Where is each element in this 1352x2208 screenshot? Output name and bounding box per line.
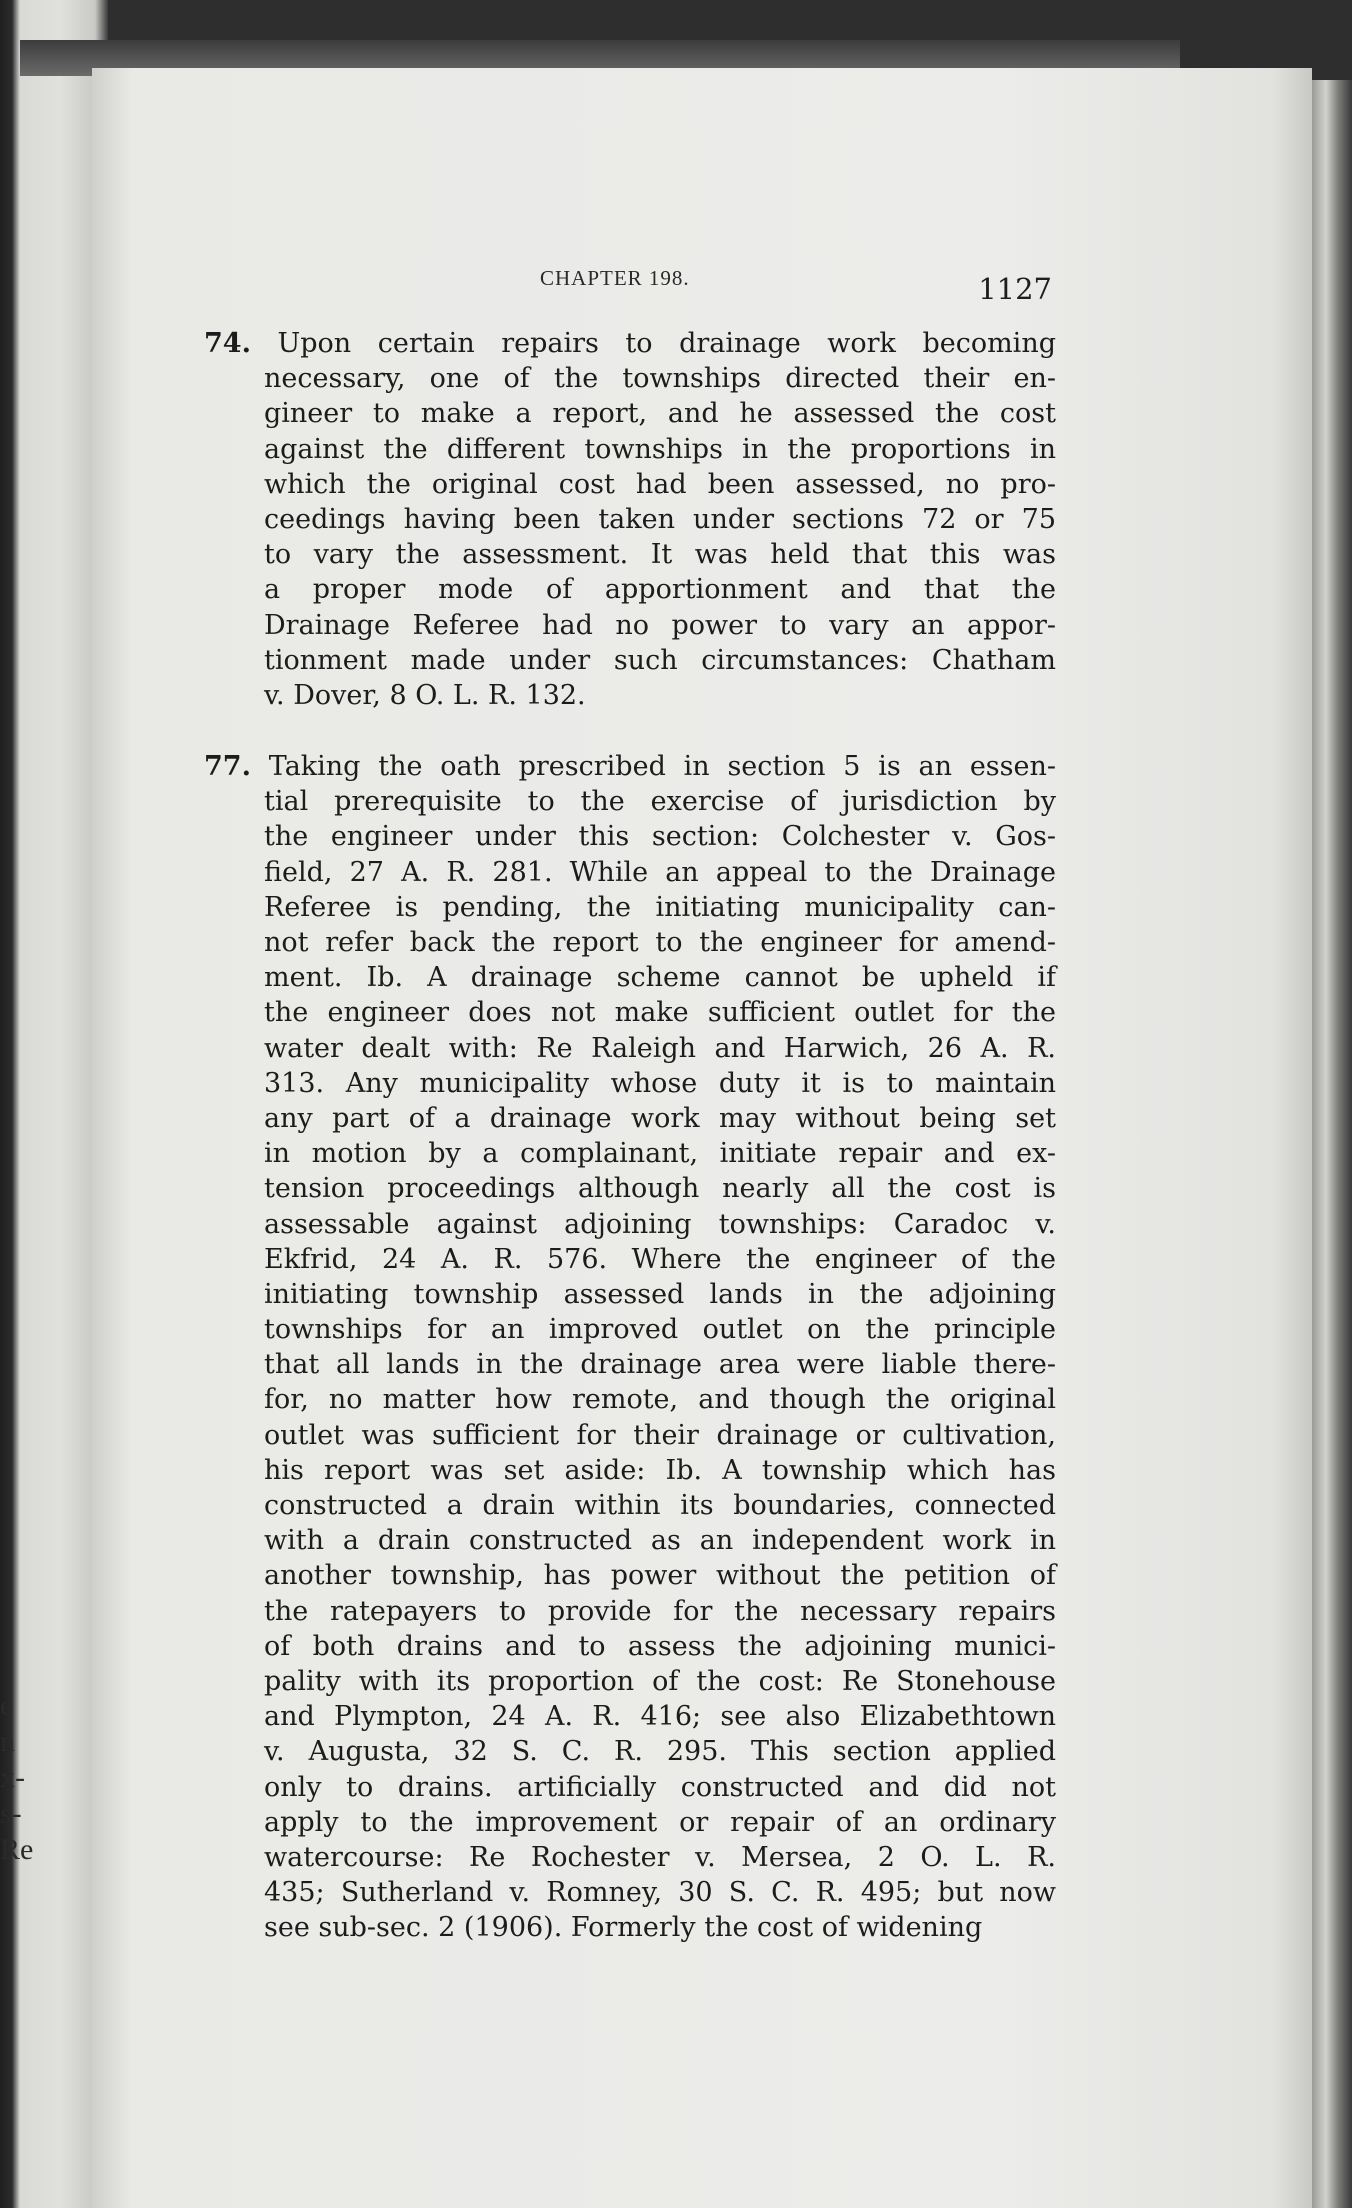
text-line: [204, 855, 1056, 890]
line-text: of both drains and to assess the adjoining munici-: [264, 1630, 1056, 1662]
text-line: [204, 749, 1056, 784]
line-text: tionment made under such circumstances: Chatham: [264, 644, 1056, 676]
line-text: watercourse: Re Rochester v. Mersea, 2 O. L. R.: [264, 1841, 1056, 1873]
text-line: [204, 784, 1056, 819]
line-text: his report was set aside: Ib. A township which has: [264, 1454, 1056, 1486]
line-text: ceedings having been taken under sections 72 or 75: [264, 503, 1056, 535]
line-text: pality with its proportion of the cost: Re Stonehouse: [264, 1665, 1056, 1697]
line-text: outlet was sufficient for their drainage or cultivation,: [264, 1419, 1056, 1451]
text-line: [204, 1312, 1056, 1347]
line-text: assessable against adjoining townships: Caradoc v.: [264, 1208, 1056, 1240]
line-text: necessary, one of the townships directed their en-: [264, 363, 1056, 395]
text-line: [204, 467, 1056, 502]
fragment: s-: [0, 1797, 22, 1830]
text-line: [204, 1734, 1056, 1769]
line-text: a proper mode of apportionment and that the: [264, 574, 1056, 606]
fragment: n: [0, 1725, 15, 1758]
line-text: for, no matter how remote, and though the original: [264, 1384, 1056, 1416]
text-line: [204, 361, 1056, 396]
text-line: [204, 326, 1056, 361]
text-line: [204, 1699, 1056, 1734]
line-text: 313. Any municipality whose duty it is to maintain: [264, 1067, 1056, 1099]
line-text: Taking the oath prescribed in section 5 is an essen-: [268, 751, 1056, 783]
text-line: [204, 608, 1056, 643]
line-text: to vary the assessment. It was held that this was: [264, 539, 1056, 571]
text-line: [204, 1136, 1056, 1171]
text-line: [204, 1066, 1056, 1101]
page-number: 1127: [978, 272, 1052, 306]
text-line: [204, 1171, 1056, 1206]
page-stack-edge: [1312, 80, 1352, 2208]
line-text: 435; Sutherland v. Romney, 30 S. C. R. 495; but now: [264, 1877, 1056, 1909]
text-line: [204, 995, 1056, 1030]
text-line: [204, 502, 1056, 537]
text-line: [204, 1805, 1056, 1840]
text-line: [204, 1840, 1056, 1875]
line-text: not refer back the report to the engineer for amend-: [264, 927, 1056, 958]
line-text: ment. Ib. A drainage scheme cannot be upheld if: [264, 962, 1056, 994]
line-text: the engineer does not make sufficient outlet for the: [264, 997, 1056, 1029]
line-text: v. Augusta, 32 S. C. R. 295. This section applied: [264, 1736, 1056, 1768]
text-line: [204, 1488, 1056, 1523]
page-body: [204, 326, 1056, 1945]
line-text: Drainage Referee had no power to vary an appor-: [264, 609, 1056, 641]
line-text: another township, has power without the petition of: [264, 1560, 1056, 1592]
text-line: [204, 1629, 1056, 1664]
paragraph-number: 77.: [204, 751, 251, 783]
text-line: [204, 1453, 1056, 1488]
text-line: [204, 396, 1056, 431]
line-text: see sub-sec. 2 (1906). Formerly the cost of widening: [264, 1912, 983, 1944]
line-text: initiating township assessed lands in the adjoining: [264, 1278, 1056, 1310]
page-header: [200, 254, 1060, 314]
line-text: tial prerequisite to the exercise of jurisdiction by: [264, 786, 1056, 818]
line-text: field, 27 A. R. 281. While an appeal to the Drainage: [264, 856, 1056, 888]
text-line: [204, 960, 1056, 995]
fragment: x-: [0, 1761, 25, 1794]
line-text: water dealt with: Re Raleigh and Harwich, 26 A. R.: [264, 1032, 1056, 1064]
line-text: with a drain constructed as an independent work in: [264, 1525, 1056, 1557]
text-line: [204, 890, 1056, 925]
text-line: [204, 1382, 1056, 1417]
text-line: [204, 1418, 1056, 1453]
text-line: [204, 1558, 1056, 1593]
text-line: [204, 1523, 1056, 1558]
line-text: only to drains. artificially constructed and did not: [264, 1771, 1056, 1803]
text-line: [204, 678, 1056, 713]
text-line: [204, 1207, 1056, 1242]
line-text: constructed a drain within its boundaries, connected: [264, 1490, 1056, 1521]
text-line: [204, 1101, 1056, 1136]
line-text: against the different townships in the proportions in: [264, 433, 1056, 465]
text-line: [204, 432, 1056, 467]
fragment: Re: [0, 1833, 34, 1866]
text-line: [204, 572, 1056, 607]
text-line: [204, 1242, 1056, 1277]
text-line: [204, 1875, 1056, 1910]
text-line: [204, 819, 1056, 854]
running-head: CHAPTER 198.: [540, 266, 690, 290]
line-text: the engineer under this section: Colchester v. Gos-: [264, 821, 1056, 853]
facing-page-text-fragments: [0, 1688, 34, 1868]
line-text: that all lands in the drainage area were liable there-: [264, 1349, 1056, 1381]
line-text: townships for an improved outlet on the principle: [264, 1314, 1056, 1346]
text-line: [204, 1770, 1056, 1805]
text-line: [204, 1031, 1056, 1066]
line-text: in motion by a complainant, initiate repair and ex-: [264, 1138, 1056, 1170]
line-text: gineer to make a report, and he assessed the cost: [264, 398, 1056, 430]
line-text: Referee is pending, the initiating municipality can-: [264, 891, 1056, 923]
line-text: the ratepayers to provide for the necessary repairs: [264, 1595, 1056, 1627]
line-text: and Plympton, 24 A. R. 416; see also Elizabethtown: [264, 1701, 1056, 1733]
text-line: [204, 1910, 1056, 1945]
line-text: Upon certain repairs to drainage work becoming: [277, 328, 1056, 359]
line-text: tension proceedings although nearly all the cost is: [264, 1173, 1056, 1205]
text-line: [204, 537, 1056, 572]
text-line: [204, 643, 1056, 678]
annotation-paragraph: [204, 326, 1056, 713]
text-line: [204, 1664, 1056, 1699]
text-line: [204, 1277, 1056, 1312]
annotation-paragraph: [204, 749, 1056, 1945]
line-text: any part of a drainage work may without being set: [264, 1102, 1056, 1134]
fragment: e: [0, 1689, 14, 1722]
text-line: [204, 925, 1056, 960]
line-text: apply to the improvement or repair of an ordinary: [264, 1806, 1056, 1838]
text-line: [204, 1347, 1056, 1382]
line-text: which the original cost had been assessed, no pro-: [264, 468, 1056, 500]
line-text: v. Dover, 8 O. L. R. 132.: [264, 679, 586, 711]
text-line: [204, 1594, 1056, 1629]
paragraph-number: 74.: [204, 328, 251, 359]
line-text: Ekfrid, 24 A. R. 576. Where the engineer of the: [264, 1243, 1056, 1275]
